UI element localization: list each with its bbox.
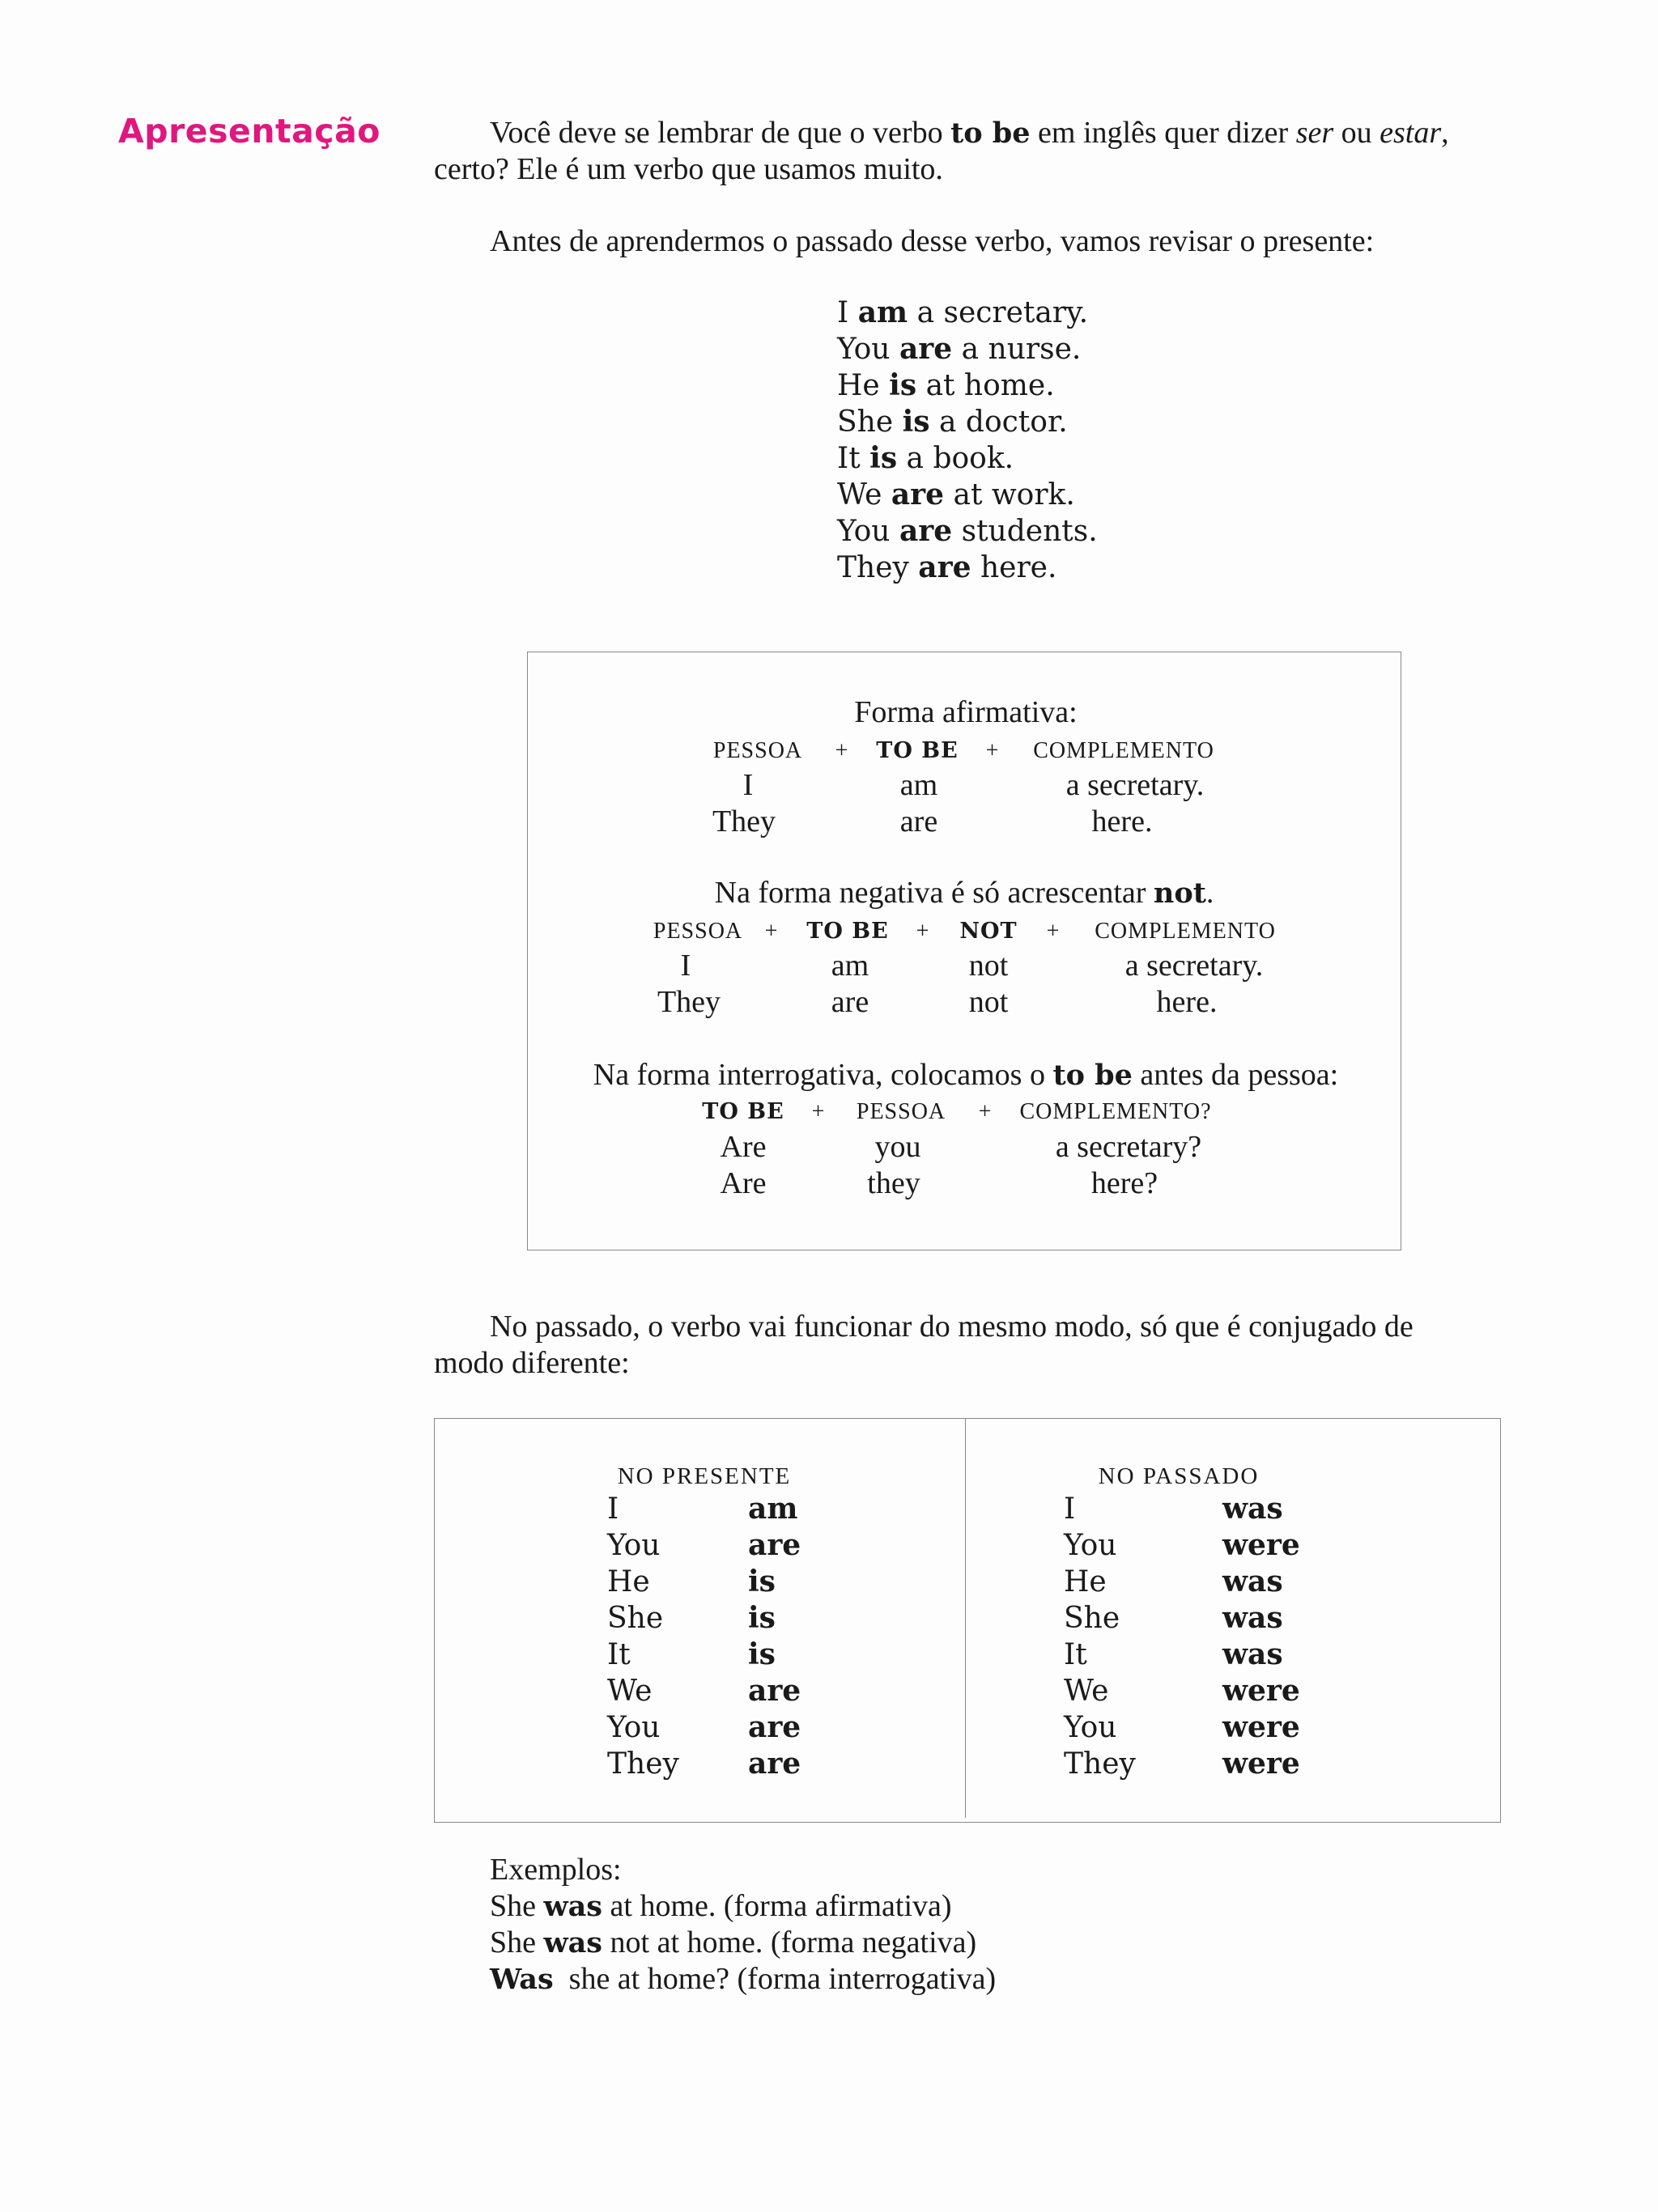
cell: Are (720, 1166, 767, 1200)
cell: They (657, 985, 721, 1019)
cell: not (968, 949, 1009, 983)
cell: here. (1091, 805, 1153, 839)
pronoun: I (607, 1492, 619, 1526)
header-to-be: TO BE (702, 1099, 784, 1124)
intro-line-2: certo? Ele é um verbo que usamos muito. (434, 152, 943, 186)
header-plus: + (764, 919, 779, 944)
verb-form: is (748, 1601, 776, 1635)
pronoun: We (607, 1675, 653, 1708)
cell: I (680, 949, 691, 983)
verb-form: was (1222, 1637, 1283, 1671)
header-complemento: COMPLEMENTO (1095, 919, 1276, 944)
pronoun: I (1064, 1492, 1076, 1526)
verb-form: are (748, 1710, 801, 1744)
verb-form: am (748, 1492, 798, 1526)
verb-form: was (1222, 1601, 1283, 1635)
sentence: You are students. (837, 514, 1098, 548)
cell: you (874, 1130, 921, 1164)
cell: they (867, 1166, 920, 1200)
header-plus: + (811, 1099, 826, 1124)
cell: a secretary. (1124, 949, 1264, 983)
section-title: Apresentação (118, 112, 380, 151)
header-pessoa: PESSOA (712, 738, 803, 763)
past-verbs (1222, 1491, 1300, 1782)
header-plus: + (978, 1099, 993, 1124)
header-complemento: COMPLEMENTO? (1019, 1099, 1212, 1124)
intro-line-1: Você deve se lembrar de que o verbo to be em inglês quer dizer ser ou estar, (490, 116, 1449, 150)
sentence: I am a secretary. (837, 295, 1089, 329)
header-plus: + (1046, 919, 1061, 944)
header-plus: + (916, 919, 930, 944)
pronoun: You (1064, 1529, 1117, 1562)
rules-box (527, 652, 1401, 1250)
negative-title: Na forma negativa é só acrescentar not. (714, 876, 1214, 910)
affirmative-title: Forma afirmativa: (854, 695, 1078, 729)
example: She was not at home. (forma negativa) (490, 1925, 977, 1959)
verb-form: is (748, 1565, 776, 1598)
header-plus: + (835, 738, 849, 763)
verb-form: is (748, 1637, 776, 1671)
cell: They (712, 805, 776, 839)
verb-form: are (748, 1674, 801, 1708)
verb-form: are (748, 1528, 801, 1562)
examples-title: Exemplos: (490, 1853, 622, 1887)
sentence: They are here. (837, 550, 1057, 584)
present-header: NO PRESENTE (617, 1463, 792, 1489)
verb-form: was (1222, 1492, 1283, 1526)
sentence: We are at work. (837, 478, 1075, 512)
header-pessoa: PESSOA (653, 919, 743, 944)
verb-form: was (1222, 1565, 1283, 1598)
past-header: NO PASSADO (1098, 1463, 1260, 1489)
cell: I (742, 768, 754, 802)
sentence: He is at home. (837, 368, 1055, 402)
cell: are (899, 805, 938, 839)
verb-form: were (1222, 1528, 1300, 1562)
cell: here? (1090, 1166, 1158, 1200)
examples (490, 1852, 996, 1998)
intro-paragraph (434, 115, 1501, 188)
review-paragraph: Antes de aprendermos o passado desse verbo, vamos revisar o presente: (490, 224, 1375, 258)
interrogative-title: Na forma interrogativa, colocamos o to be antes da pessoa: (593, 1058, 1339, 1092)
pronoun: You (607, 1711, 661, 1744)
cell: not (968, 985, 1009, 1019)
pronoun: He (1064, 1565, 1107, 1598)
present-sentences (837, 295, 1098, 586)
verb-form: were (1222, 1747, 1300, 1781)
header-plus: + (985, 738, 1000, 763)
present-verbs (748, 1491, 801, 1782)
pronoun: She (607, 1602, 664, 1635)
cell: Are (720, 1130, 767, 1164)
present-pronouns (607, 1491, 679, 1782)
verb-form: are (748, 1747, 801, 1781)
example: She was at home. (forma afirmativa) (490, 1889, 952, 1923)
past-intro-paragraph: No passado, o verbo vai funcionar do mesmo modo, só que é conjugado de modo diferente: (434, 1310, 1414, 1380)
table-divider (965, 1418, 966, 1818)
cell: a secretary? (1055, 1130, 1202, 1164)
pronoun: He (607, 1565, 650, 1598)
pronoun: It (607, 1638, 631, 1671)
header-pessoa: PESSOA (856, 1099, 946, 1124)
header-to-be: TO BE (806, 919, 889, 944)
verb-form: were (1222, 1710, 1300, 1744)
conjugation-table (434, 1418, 1501, 1823)
example: Was she at home? (forma interrogativa) (490, 1962, 997, 1996)
header-to-be: TO BE (876, 738, 959, 763)
verb-form: were (1222, 1674, 1300, 1708)
header-not: NOT (959, 919, 1018, 944)
sentence: It is a book. (837, 441, 1014, 475)
pronoun: You (1064, 1711, 1117, 1744)
cell: am (899, 768, 938, 802)
pronoun: We (1064, 1675, 1109, 1708)
cell: are (831, 985, 869, 1019)
pronoun: It (1064, 1638, 1087, 1671)
header-complemento: COMPLEMENTO (1033, 738, 1214, 763)
cell: a secretary. (1065, 768, 1205, 802)
cell: am (831, 949, 869, 983)
cell: here. (1156, 985, 1218, 1019)
sentence: She is a doctor. (837, 405, 1068, 439)
past-pronouns (1064, 1491, 1136, 1782)
sentence: You are a nurse. (837, 332, 1082, 366)
pronoun: You (607, 1529, 661, 1562)
pronoun: She (1064, 1602, 1120, 1635)
pronoun: They (1064, 1747, 1136, 1781)
pronoun: They (607, 1747, 679, 1781)
